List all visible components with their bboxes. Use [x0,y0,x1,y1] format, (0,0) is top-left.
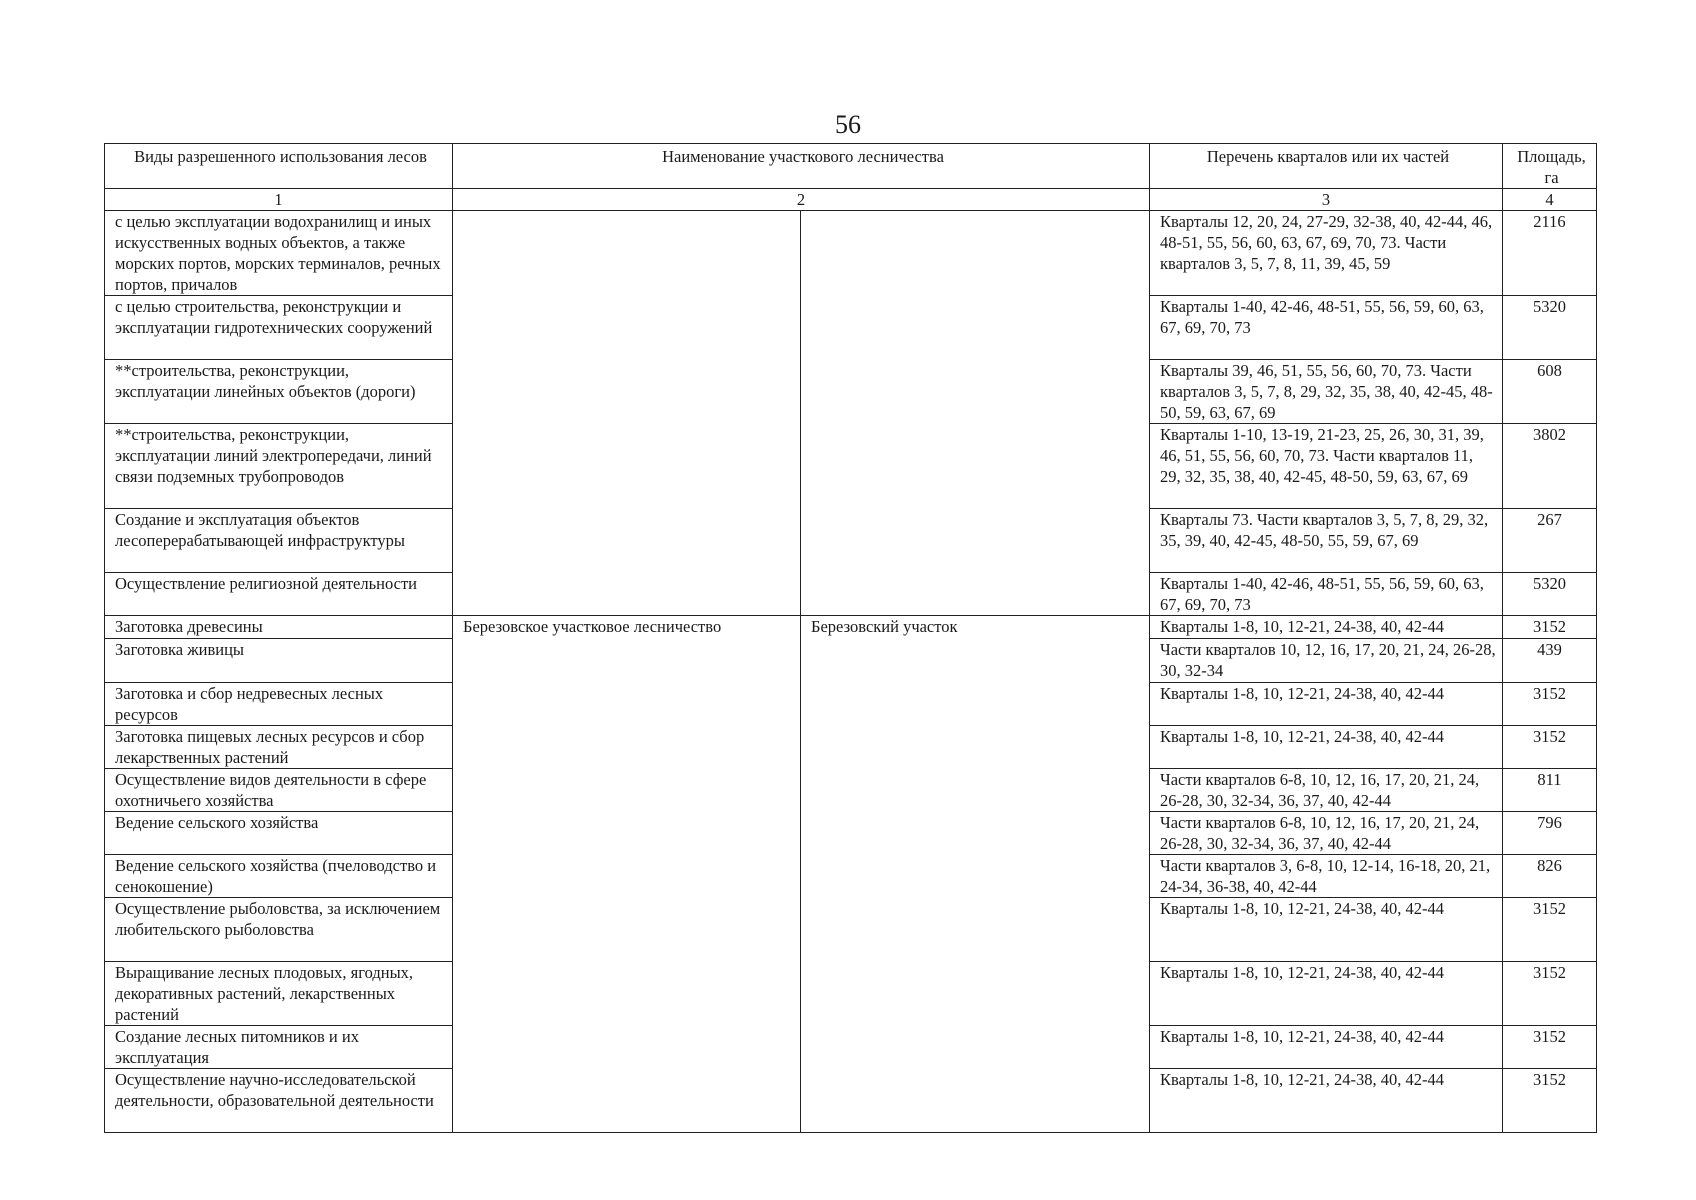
area-cell: 811 [1503,769,1597,812]
section-cell [801,855,1150,898]
area-cell: 3152 [1503,726,1597,769]
section-cell [801,769,1150,812]
quarters-cell: Части кварталов 6-8, 10, 12, 16, 17, 20, 21, 24, 26-28, 30, 32-34, 36, 37, 40, 42-44 [1150,812,1503,855]
section-cell [801,296,1150,360]
quarters-cell: Части кварталов 3, 6-8, 10, 12-14, 16-18, 20, 21, 24-34, 36-38, 40, 42-44 [1150,855,1503,898]
use-type-cell: Ведение сельского хозяйства [105,812,453,855]
header-forestry-name: Наименование участкового лесничества [453,144,1150,189]
quarters-cell: Кварталы 12, 20, 24, 27-29, 32-38, 40, 42-44, 46, 48-51, 55, 56, 60, 63, 67, 69, 70, 73. Части кварталов 3, 5, 7, 8, 11, 39, 45, 59 [1150,211,1503,296]
use-type-cell: Осуществление рыболовства, за исключением любительского рыболовства [105,898,453,962]
area-cell: 5320 [1503,573,1597,616]
table-row [105,616,1597,639]
quarters-cell: Кварталы 1-8, 10, 12-21, 24-38, 40, 42-44 [1150,962,1503,1026]
forestry-cell [453,211,801,296]
column-number: 3 [1150,189,1503,211]
area-cell: 608 [1503,360,1597,424]
table-row [105,683,1597,726]
table-row [105,509,1597,573]
column-number-row [105,189,1597,211]
forestry-cell [453,812,801,855]
forestry-cell [453,962,801,1026]
column-number: 2 [453,189,1150,211]
use-type-cell: с целью эксплуатации водохранилищ и иных искусственных водных объектов, а также морских портов, морских терминалов, речных портов, причалов [105,211,453,296]
section-cell [801,898,1150,962]
area-cell: 3152 [1503,1069,1597,1133]
table-row [105,855,1597,898]
use-type-cell: Заготовка пищевых лесных ресурсов и сбор лекарственных растений [105,726,453,769]
table-row [105,360,1597,424]
forestry-cell [453,424,801,509]
section-cell [801,1026,1150,1069]
quarters-cell: Кварталы 1-8, 10, 12-21, 24-38, 40, 42-44 [1150,1069,1503,1133]
quarters-cell: Кварталы 1-8, 10, 12-21, 24-38, 40, 42-44 [1150,1026,1503,1069]
column-number: 1 [105,189,453,211]
use-type-cell: Заготовка живицы [105,639,453,683]
forestry-cell [453,639,801,683]
quarters-cell: Кварталы 73. Части кварталов 3, 5, 7, 8, 29, 32, 35, 39, 40, 42-45, 48-50, 55, 59, 67, 69 [1150,509,1503,573]
page-number: 56 [835,110,861,139]
table-row [105,962,1597,1026]
column-number: 4 [1503,189,1597,211]
use-type-cell: **строительства, реконструкции, эксплуатации линий электропередачи, линий связи подземных трубопроводов [105,424,453,509]
forestry-cell [453,360,801,424]
section-cell [801,812,1150,855]
area-cell: 3152 [1503,898,1597,962]
table-row [105,424,1597,509]
quarters-cell: Части кварталов 10, 12, 16, 17, 20, 21, 24, 26-28, 30, 32-34 [1150,639,1503,683]
use-type-cell: Осуществление научно-исследовательской деятельности, образовательной деятельности [105,1069,453,1133]
area-cell: 796 [1503,812,1597,855]
section-cell [801,1069,1150,1133]
use-type-cell: Выращивание лесных плодовых, ягодных, декоративных растений, лекарственных растений [105,962,453,1026]
forestry-cell [453,769,801,812]
forestry-cell [453,855,801,898]
section-cell [801,726,1150,769]
use-type-cell: с целью строительства, реконструкции и эксплуатации гидротехнических сооружений [105,296,453,360]
forestry-cell [453,296,801,360]
use-type-cell: Осуществление видов деятельности в сфере охотничьего хозяйства [105,769,453,812]
table-row [105,573,1597,616]
table-header-row [105,144,1597,189]
forestry-cell [453,898,801,962]
section-cell [801,573,1150,616]
section-cell [801,509,1150,573]
forestry-cell [453,683,801,726]
use-type-cell: Ведение сельского хозяйства (пчеловодство и сенокошение) [105,855,453,898]
area-cell: 3152 [1503,962,1597,1026]
section-cell [801,962,1150,1026]
table-row [105,769,1597,812]
quarters-cell: Части кварталов 6-8, 10, 12, 16, 17, 20, 21, 24, 26-28, 30, 32-34, 36, 37, 40, 42-44 [1150,769,1503,812]
forestry-name-cell: Березовское участковое лесничество [453,616,801,639]
area-cell: 3802 [1503,424,1597,509]
use-type-cell: Создание и эксплуатация объектов лесоперерабатывающей инфраструктуры [105,509,453,573]
forestry-cell [453,726,801,769]
table-row [105,296,1597,360]
use-type-cell: Осуществление религиозной деятельности [105,573,453,616]
area-cell: 439 [1503,639,1597,683]
section-cell [801,211,1150,296]
area-cell: 826 [1503,855,1597,898]
quarters-cell: Кварталы 1-10, 13-19, 21-23, 25, 26, 30, 31, 39, 46, 51, 55, 56, 60, 70, 73. Части кварталов 11, 29, 32, 35, 38, 40, 42-45, 48-50, 59, 63, 67, 69 [1150,424,1503,509]
quarters-cell: Кварталы 1-40, 42-46, 48-51, 55, 56, 59, 60, 63, 67, 69, 70, 73 [1150,573,1503,616]
forestry-cell [453,1069,801,1133]
table-row [105,1026,1597,1069]
forest-use-table [104,143,1597,1133]
section-cell [801,424,1150,509]
area-cell: 3152 [1503,683,1597,726]
section-cell [801,683,1150,726]
quarters-cell: Кварталы 39, 46, 51, 55, 56, 60, 70, 73. Части кварталов 3, 5, 7, 8, 29, 32, 35, 38, 40, 42-45, 48-50, 59, 63, 67, 69 [1150,360,1503,424]
use-type-cell: Заготовка и сбор недревесных лесных ресурсов [105,683,453,726]
area-cell: 267 [1503,509,1597,573]
area-cell: 2116 [1503,211,1597,296]
section-cell [801,639,1150,683]
table-row [105,898,1597,962]
quarters-cell: Кварталы 1-8, 10, 12-21, 24-38, 40, 42-44 [1150,898,1503,962]
area-cell: 5320 [1503,296,1597,360]
forestry-cell [453,573,801,616]
use-type-cell: Создание лесных питомников и их эксплуатация [105,1026,453,1069]
use-type-cell: **строительства, реконструкции, эксплуатации линейных объектов (дороги) [105,360,453,424]
section-cell [801,360,1150,424]
table-row [105,812,1597,855]
area-cell: 3152 [1503,1026,1597,1069]
table-row [105,639,1597,683]
use-type-cell: Заготовка древесины [105,616,453,639]
table-row [105,1069,1597,1133]
forestry-section-cell: Березовский участок [801,616,1150,639]
area-cell: 3152 [1503,616,1597,639]
quarters-cell: Кварталы 1-8, 10, 12-21, 24-38, 40, 42-44 [1150,726,1503,769]
forestry-cell [453,1026,801,1069]
forestry-cell [453,509,801,573]
table-row [105,211,1597,296]
header-quarters: Перечень кварталов или их частей [1150,144,1503,189]
header-area: Площадь, га [1503,144,1597,189]
header-use-type: Виды разрешенного использования лесов [105,144,453,189]
quarters-cell: Кварталы 1-8, 10, 12-21, 24-38, 40, 42-44 [1150,616,1503,639]
table-row [105,726,1597,769]
quarters-cell: Кварталы 1-40, 42-46, 48-51, 55, 56, 59, 60, 63, 67, 69, 70, 73 [1150,296,1503,360]
quarters-cell: Кварталы 1-8, 10, 12-21, 24-38, 40, 42-44 [1150,683,1503,726]
